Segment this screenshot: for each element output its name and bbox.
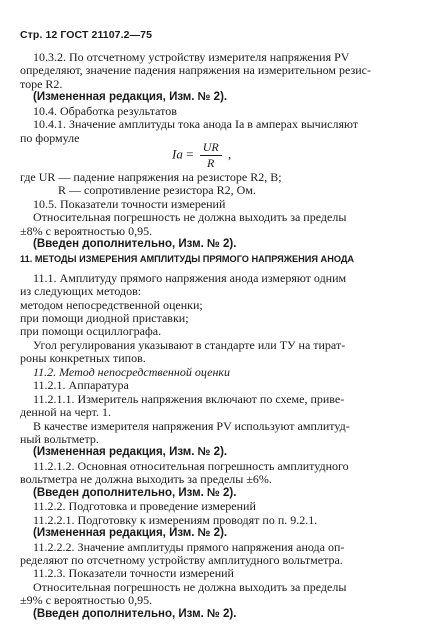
list-item: при помощи осциллографа. [20, 324, 162, 338]
list-item: при помощи диодной приставки; [20, 311, 189, 325]
amendment-note: (Введен дополнительно, Изм. № 2). [33, 608, 237, 620]
formula-equals: = [186, 146, 194, 162]
text-line: Угол регулирования указывают в стандарте или ТУ на тират- [33, 338, 346, 352]
text-line: 10.3.2. По отсчетному устройству измерителя напряжения PV [33, 50, 350, 64]
text-line: где UR — падение напряжения на резисторе R2, В; [20, 170, 282, 184]
text-line: 10.4.1. Значение амплитуды тока анода Iа в амперах вычисляют [33, 117, 359, 131]
text-line: определяют, значение падения напряжения на измерительном резис- [20, 63, 371, 77]
text-line: 11.2.2.2. Значение амплитуды прямого напряжения анода оп- [33, 540, 345, 554]
section-title: 11.2.3. Показатели точности измерений [33, 566, 234, 580]
text-line: 11.2.1.1. Измеритель напряжения включают по схеме, приве- [33, 392, 345, 406]
section-title: 11.2.2. Подготовка и проведение измерений [33, 499, 256, 513]
text-line: 11.2.2.1. Подготовку к измерениям проводят по п. 9.2.1. [33, 513, 318, 527]
section-heading: 11. МЕТОДЫ ИЗМЕРЕНИЯ АМПЛИТУДЫ ПРЯМОГО НАПРЯЖЕНИЯ АНОДА [20, 254, 355, 264]
amendment-note: (Введен дополнительно, Изм. № 2). [33, 238, 237, 250]
amendment-note: (Введен дополнительно, Изм. № 2). [33, 487, 237, 499]
text-line: роны конкретных типов. [20, 351, 146, 365]
text-line: 11.1. Амплитуду прямого напряжения анода измеряют одним [33, 271, 347, 285]
formula-lhs: Iа [172, 146, 183, 162]
page-header: Стр. 12 ГОСТ 21107.2—75 [20, 29, 153, 41]
text-line: ±9% с вероятностью 0,95. [20, 593, 153, 607]
list-item: методом непосредственной оценки; [20, 298, 203, 312]
section-title: 10.5. Показатели точности измерений [33, 197, 226, 211]
amendment-note: (Измененная редакция, Изм. № 2). [33, 91, 228, 103]
text-line: торе R2. [20, 77, 63, 91]
text-line: ный вольтметр. [20, 432, 99, 446]
text-line: 11.2.1.2. Основная относительная погрешность амплитудного [33, 459, 349, 473]
text-line: по формуле [20, 131, 80, 145]
text-line: Относительная погрешность не должна выходить за пределы [33, 580, 347, 594]
text-line: денной на черт. 1. [20, 405, 111, 419]
formula [172, 140, 231, 171]
text-line: В качестве измерителя напряжения PV используют амплитуд- [33, 419, 350, 433]
subsection-title: 11.2. Метод непосредственной оценки [33, 365, 231, 379]
text-line: R — сопротивление резистора R2, Ом. [58, 183, 256, 197]
formula-fraction [200, 140, 222, 171]
section-title: 11.2.1. Аппаратура [33, 378, 129, 392]
text-line: из следующих методов: [20, 284, 142, 298]
formula-numerator: UR [200, 140, 222, 156]
amendment-note: (Измененная редакция, Изм. № 2). [33, 446, 228, 458]
section-title: 10.4. Обработка результатов [33, 104, 177, 118]
formula-denominator: R [207, 156, 215, 170]
formula-tail: , [227, 146, 232, 162]
text-line: ределяют по отсчетному устройству амплитудного вольтметра. [20, 553, 343, 567]
amendment-note: (Измененная редакция, Изм. № 2). [33, 527, 228, 539]
text-line: ±8% с вероятностью 0,95. [20, 224, 153, 238]
text-line: Относительная погрешность не должна выходить за пределы [33, 210, 347, 224]
text-line: вольтметра не должна выходить за пределы ±6%. [20, 472, 272, 486]
